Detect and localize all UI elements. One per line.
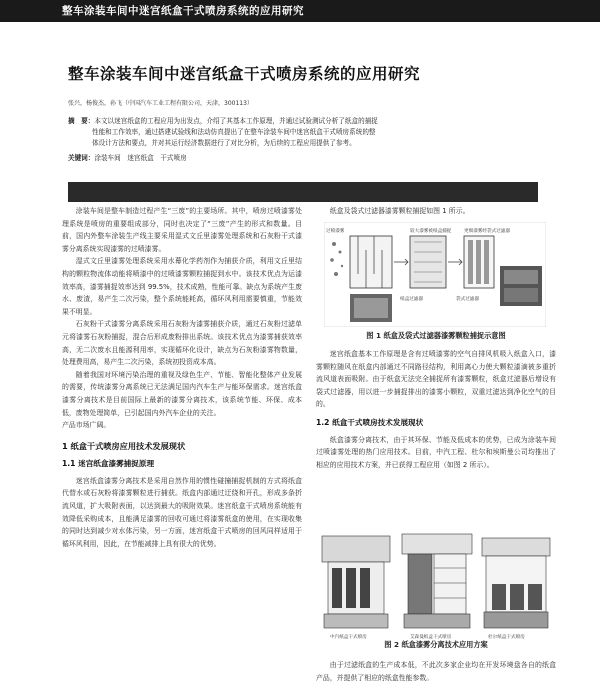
running-header: 整车涂装车间中迷宫纸盒干式喷房系统的应用研究 xyxy=(0,0,600,22)
left-para-4: 随着我国对环境污染治理的重视及绿色生产、节能、智能化整体产业发展的需要，传统漆雾分离系统已无法满足国内汽车生产与能环保需求。迷宫纸盒漆雾分离技术是目前国际上最新的漆雾分离技术，该系统节能、环保、成本低，废物处理简单，已引起国内外汽车企业的关注。 xyxy=(62,370,302,417)
right-intro: 纸盒及袋式过滤器漆雾颗粒捕捉如图 1 所示。 xyxy=(329,207,470,215)
left-column xyxy=(62,205,302,550)
right-para-2: 纸盒漆雾分离技术，由于其环保、节能及低成本的优势，已成为涂装车间过喷漆雾处理的热门应用技术。目前，中汽工程、杜尔和埃斯曼公司均推出了相应的应用技术方案，并已获得工程应用（如图 2 所示）。 xyxy=(316,435,556,469)
right-bottom-text xyxy=(316,659,556,684)
fig1-label-1: 较大漆雾被纸盒捕捉 xyxy=(410,229,452,234)
fig2-label-1: 艾森曼纸盒干式喷房 xyxy=(410,635,452,640)
right-para-1: 迷宫纸盒基本工作原理是含有过喷漆雾的空气自排风机吸入纸盒入口，漆雾颗粒随风在纸盒内部通过不同路径结构，利用离心力使大颗粒漆滴被多重折流风道表面吸附。由于纸盒无法完全捕捉所有漆雾颗粒，纸盒过滤器后增设有袋式过滤器，用以进一步捕捉排出的漆雾小颗粒，双重过滤达到净化空气的目的。 xyxy=(316,350,556,409)
article-authors: 张兴，杨俊杰，孙飞（中国汽车工业工程有限公司，天津，300113） xyxy=(68,100,253,107)
figure-1-caption: 图 1 纸盒及袋式过滤器漆雾颗粒捕捉示意图 xyxy=(366,331,506,340)
left-para-1: 涂装车间是整车制造过程产生“三废”的主要场所。其中，喷房过喷漆雾处理系统是喷房的重要组成部分，同时也决定了“三废”产生的形式和数量。目前，国内外整车涂装生产线主要采用湿式文丘里漆雾处理系统和石灰粉干式漆雾分离系统实现漆雾的过喷漆雾。 xyxy=(62,207,302,253)
section-heading-1: 1 纸盒干式喷房应用技术发展现状 xyxy=(62,440,186,451)
right-para-3: 由于过滤纸盒的生产成本低，不此次多家企业均在开发环境盘各自的纸盒产品，并提供了相应的纸盒性能参数。 xyxy=(316,661,556,682)
decorative-band xyxy=(68,182,538,202)
fig1-label-2: 更细漆雾经袋式过滤器 xyxy=(464,229,510,234)
fig1-label-3: 纸盒过滤器 xyxy=(400,297,423,302)
abstract xyxy=(68,116,538,150)
left-para-6: 迷宫纸盒漆雾分离技术是采用自然作用的惯性碰撞捕捉机制的方式将纸盒代替水或石灰粉将漆雾颗粒进行捕获。纸盒内部通过迂绕和开孔，形成多条折流风道，扩大吸附表面，以达到最大的吸附效果。迷宫纸盒干式喷房系统能有效降低采购成本，且能满足漆雾的回收可通过将漆雾纸盒的使用，在实现收集的同时达到减少对水体污染，另一方面，迷宫纸盒干式喷房的回风同样适用于循环风利用，因此，在节能减排上具有很大的优势。 xyxy=(62,476,302,548)
section-heading-1-1: 1.1 迷宫纸盒漆雾捕捉原理 xyxy=(62,459,155,469)
left-para-3: 石灰粉干式漆雾分离系统采用石灰粉为漆雾捕获介质，通过石灰粉过滤单元将漆雾石灰粉捕捉，混合后形成废粉排出系统。该技术优点为漆雾捕获效率高，无二次废水且能源利用率，实现循环化设计，缺点为石灰粉漆雾物数量，处理费用高，易产生二次污染，系统初投资成本高。 xyxy=(62,320,302,367)
figure-1 xyxy=(324,222,546,327)
abstract-line-3: 体设计方法和要点，并对其运行经济数据进行了对比分析，为后续的工程应用提供了参考。 xyxy=(92,139,356,148)
right-column xyxy=(316,348,556,471)
fig2-label-0: 中汽纸盒干式喷房 xyxy=(330,635,367,640)
abstract-line-2: 性能和工作效率，通过搭建试验线和法动仿真提出了在整车涂装车间中迷宫纸盒干式喷房系统的整 xyxy=(92,128,376,137)
keywords-text: 涂装车间 迷宫纸盒 干式喷房 xyxy=(94,154,187,162)
left-para-2: 湿式文丘里漆雾处理系统采用水幕化学药剂作为捕获介质，利用文丘里结构的颗粒物流体动能将喷漆中的过喷漆雾颗粒捕捉到水中。该技术优点为运漆效率高，漆雾捕捉效率达到 99.5%，技术成熟，性能可靠。缺点为系统产生废水、废渣，易产生二次污染，整个系统能耗高，循环风利用需要慎重，节能效果不明显。 xyxy=(62,257,302,316)
keywords-label: 关键词： xyxy=(68,154,95,162)
fig1-label-0: 过喷漆雾 xyxy=(326,229,345,234)
figure-2-caption: 图 2 纸盒漆雾分离技术应用方案 xyxy=(384,640,488,649)
figure-2 xyxy=(316,528,556,646)
fig1-label-4: 袋式过滤器 xyxy=(456,297,479,302)
keywords xyxy=(68,152,187,162)
section-heading-1-2: 1.2 纸盒干式喷房技术发展现状 xyxy=(316,417,424,427)
article-title: 整车涂装车间中迷宫纸盒干式喷房系统的应用研究 xyxy=(68,65,421,83)
abstract-line-1: 摘 要：本文以迷宫纸盒的工程应用为出发点，介绍了其基本工作原理，并通过试验测试分析了纸盒的捕捉 xyxy=(68,117,378,125)
left-para-5: 产品市场广阔。 xyxy=(62,421,111,430)
abstract-label: 摘 要： xyxy=(68,117,95,125)
fig2-label-2: 杜尔纸盒干式喷房 xyxy=(488,635,525,640)
